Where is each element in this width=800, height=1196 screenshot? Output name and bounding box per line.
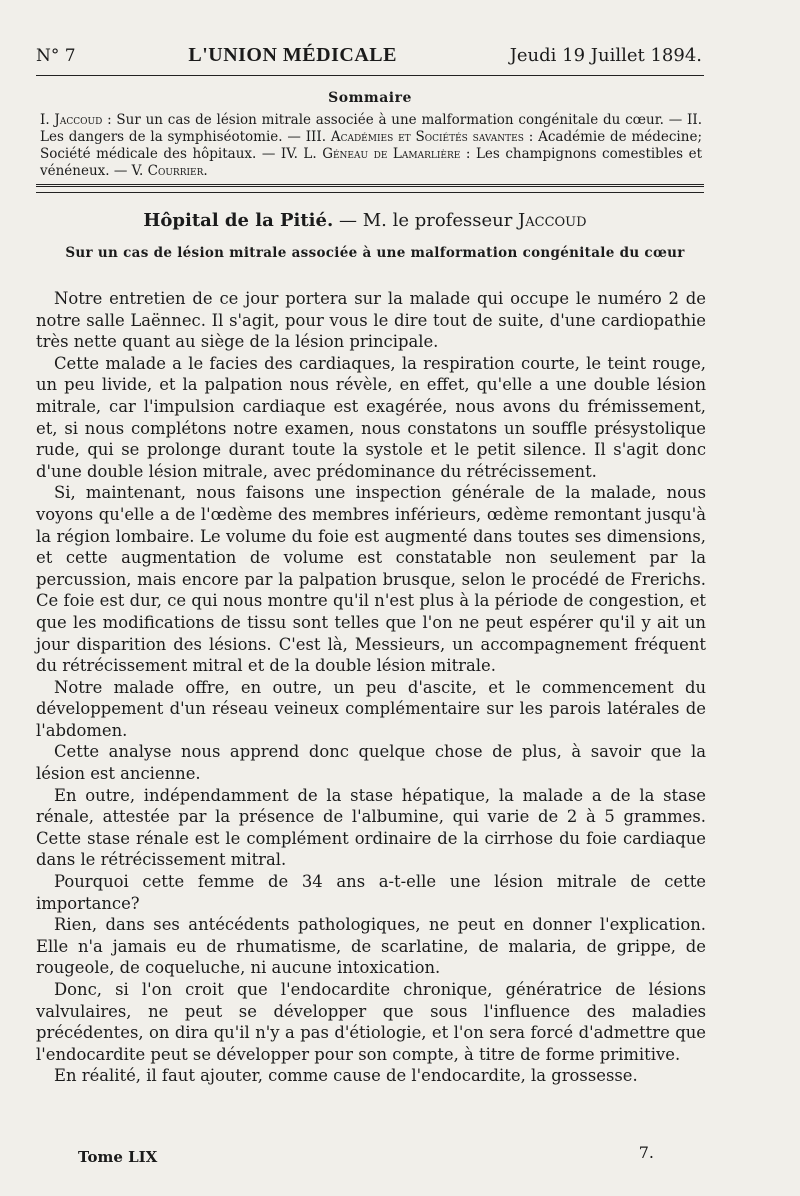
article-paragraph: Rien, dans ses antécédents pathologiques, ne peut en donner l'explication. Elle n'a jamais eu de rhumatisme, de scarlatine, de malaria, de grippe, de rougeole, de coqueluche, ni aucune intoxication.: [36, 915, 706, 978]
professor-prefix: — M. le professeur: [333, 210, 519, 231]
professor-name: Jaccoud: [518, 210, 587, 231]
issue-number: N° 7: [36, 46, 76, 66]
article-paragraph: Notre malade offre, en outre, un peu d'ascite, et le commencement du développement d'un réseau veineux complémentaire sur les parois latérales de l'abdomen.: [36, 677, 706, 740]
article-heading: [0, 210, 730, 231]
sommaire-segment: I.: [40, 112, 55, 128]
sommaire-segment: : Les champignons comestibles et vénéneux. — V.: [40, 146, 703, 179]
issue-date: Jeudi 19 Juillet 1894.: [509, 45, 702, 66]
page-header: [36, 44, 702, 72]
article-body: [36, 288, 706, 1087]
article-paragraph: Cette malade a le facies des cardiaques, la respiration courte, le teint rouge, un peu livide, et la palpation nous révèle, en effet, qu'elle a une double lésion mitrale, car l'impulsion cardiaque est exagérée, nous avons du frémissement, et, si nous complétons notre examen, nous constatons un souffle présystolique rude, qui se prolonge durant toute la systole et le petit silence. Il s'agit donc d'une double lésion mitrale, avec prédominance du rétrécissement.: [36, 353, 706, 481]
sommaire-title: Sommaire: [328, 90, 412, 106]
page-number: 7.: [638, 1143, 654, 1162]
tome-label: Tome LIX: [78, 1148, 158, 1166]
article-paragraph: En réalité, il faut ajouter, comme cause de l'endocardite, la grossesse.: [54, 1066, 638, 1086]
page-footer: [78, 1143, 654, 1166]
sommaire-author: Académies et Sociétés savantes: [330, 129, 524, 145]
article-paragraph: Donc, si l'on croit que l'endocardite chronique, génératrice de lésions valvulaires, ne peut se développer que sous l'influence des maladies précédentes, on dira qu'il n'y a pas d'étiologie, et l'on sera forcé d'admettre que l'endocardite peut se développer pour son compte, à titre de forme primitive.: [36, 980, 706, 1064]
sommaire-author: Géneau de Lamarlière: [322, 146, 461, 162]
journal-title: L'UNION MÉDICALE: [188, 44, 397, 66]
sommaire-segment: .: [203, 163, 208, 179]
article-paragraph: Si, maintenant, nous faisons une inspection générale de la malade, nous voyons qu'elle a de l'œdème des membres inférieurs, œdème remontant jusqu'à la région lombaire. Le volume du foie est augmenté dans toutes ses dimensions, et cette augmentation de volume est constatable non seulement par la percussion, mais encore par la palpation brusque, selon le procédé de Frerichs. Ce foie est dur, ce qui nous montre qu'il n'est plus à la période de congestion, et que les modifications de tissu sont telles que l'on ne peut espérer qu'il y ait un jour disparition des lésions. C'est là, Messieurs, un accompagnement fréquent du rétrécissement mitral et de la double lésion mitrale.: [36, 483, 706, 676]
sommaire-author: Courrier: [147, 163, 204, 179]
sommaire-author: Jaccoud: [54, 112, 103, 128]
sommaire-text: [40, 112, 702, 180]
sommaire-segment: : Sur un cas de lésion mitrale associée à une malformation congénitale du cœur. — II. Les dangers de la symphiséotomie. — III.: [40, 112, 702, 145]
header-rule: [36, 75, 704, 76]
sommaire-rule-bottom: [36, 192, 704, 193]
article-paragraph: Pourquoi cette femme de 34 ans a-t-elle une lésion mitrale de cette importance?: [36, 872, 706, 913]
article-paragraph: Notre entretien de ce jour portera sur la malade qui occupe le numéro 2 de notre salle Laënnec. Il s'agit, pour vous le dire tout de suite, d'une cardiopathie très nette quant au siège de la lésion principale.: [36, 289, 706, 352]
article-subtitle: Sur un cas de lésion mitrale associée à une malformation congénitale du cœur: [65, 245, 685, 261]
sommaire-segment: : Académie de médecine; Société médicale des hôpitaux. — IV. L.: [40, 129, 702, 162]
hospital-name: Hôpital de la Pitié.: [143, 210, 334, 231]
sommaire-rule: [36, 184, 704, 187]
article-paragraph: Cette analyse nous apprend donc quelque chose de plus, à savoir que la lésion est ancienne.: [36, 742, 706, 784]
article-paragraph: En outre, indépendamment de la stase hépatique, la malade a de la stase rénale, attestée par la présence de l'albumine, qui varie de 2 à 5 grammes. Cette stase rénale est le complément ordinaire de la cirrhose du foie cardiaque dans le rétrécissement mitral.: [36, 785, 706, 870]
